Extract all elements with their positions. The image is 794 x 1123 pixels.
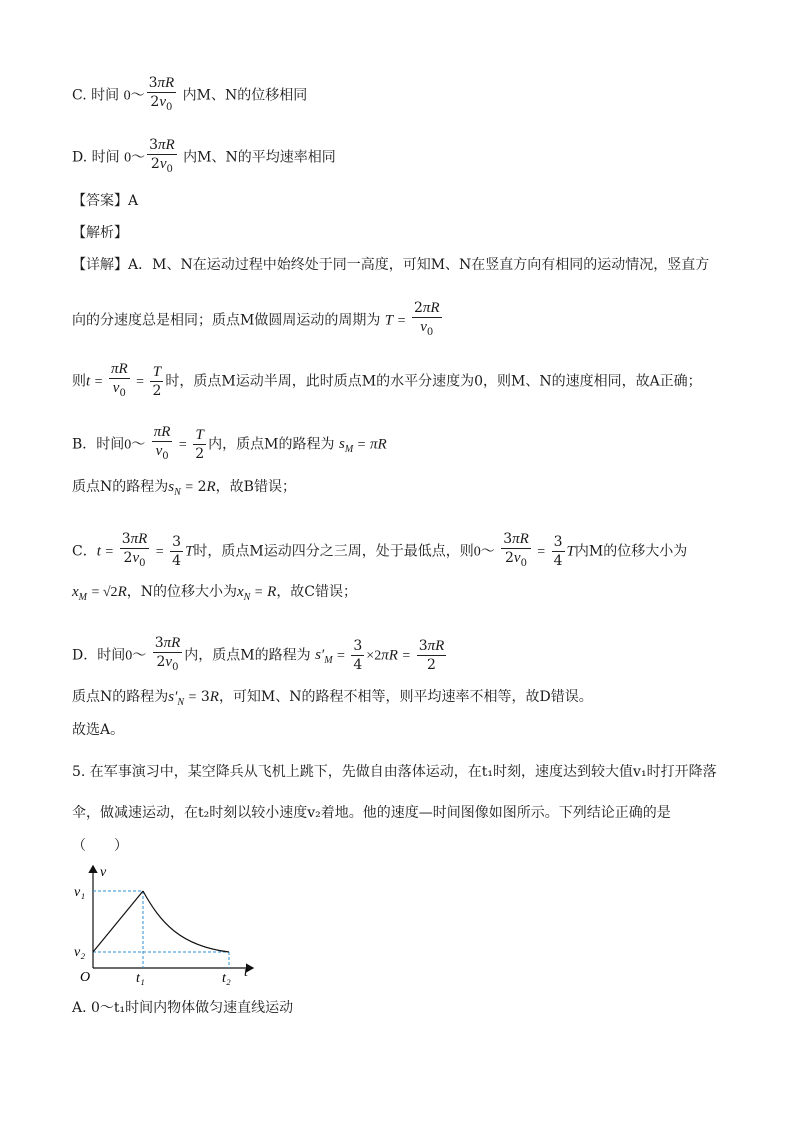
option-d-label: D. 时间 <box>72 149 120 166</box>
v1-label: v₁ <box>74 885 86 900</box>
detail-a-line1: 【详解】A．M、N在运动过程中始终处于同一高度，可知M、N在竖直方向有相同的运动情况，竖直方 <box>72 257 710 273</box>
detail-c-line1: C．t = $\frac{3\pi R}{2v_0}$ = $\frac{3}{4}$ T时，质点M运动四分之三周，处于最低点，则0～ $\frac{3\pi R}{2v_0}$ = $\frac{3}{4}$ T内M的位移大小为 <box>72 530 687 573</box>
fraction: $\frac{\pi R}{v_0}$ <box>110 361 128 399</box>
fraction: $\frac{3\pi R}{2v_0}$ <box>149 137 175 175</box>
detail-b-line2: 质点N的路程为$s_N = 2R$，故B错误； <box>72 479 296 498</box>
option-c-text: 内M、N的位移相同 <box>182 87 308 104</box>
fraction: $\frac{3}{4}$ <box>172 533 182 569</box>
detail-d-line2: 质点N的路程为$s'_N = 3R$，可知M、N的路程不相等，则平均速率不相等，故D错误。 <box>72 689 593 708</box>
fraction: $\frac{2\pi R}{v_0}$ <box>413 300 440 338</box>
option-c: C. 时间 0～ $\frac{3\pi R}{2v_0}$ 内M、N的位移相同 <box>72 74 307 117</box>
detail-d-line1: D．时间0～ $\frac{3\pi R}{2v_0}$ 内，质点M的路程为 $s'_M$ = $\frac{3}{4}$ ×2πR = $\frac{3\pi R}{2}$ <box>72 634 448 677</box>
fraction: $\frac{T}{2}$ <box>195 426 205 462</box>
velocity-time-graph <box>70 860 270 985</box>
option-d-text: 内M、N的平均速率相同 <box>183 149 336 166</box>
answer-tag: 【答案】 <box>72 193 128 209</box>
fraction: $\frac{3\pi R}{2}$ <box>418 637 445 673</box>
question5-bracket: （ ） <box>72 838 128 854</box>
detail-tag: 【详解】 <box>72 257 128 273</box>
origin-label: O <box>80 970 91 985</box>
fraction: $\frac{3\pi R}{2v_0}$ <box>121 531 148 569</box>
fraction: $\frac{T}{2}$ <box>152 363 162 399</box>
detail-c-line2: $x_M = √2R$，N的位移大小为$x_N = R$，故C错误； <box>72 584 358 603</box>
deceleration-curve <box>143 891 229 952</box>
question5-option-a: A. 0～t₁时间内物体做匀速直线运动 <box>72 1000 294 1016</box>
t-axis-label: t <box>244 965 248 980</box>
answer-value: A <box>128 193 139 209</box>
detail-b-line1: B．时间0～ $\frac{\pi R}{v_0}$ = $\frac{T}{2}$ 内，质点M的路程为 $s_M = \pi R$ <box>72 423 387 466</box>
fraction: $\frac{\pi R}{v_0}$ <box>153 424 171 462</box>
choose-line: 故选A。 <box>72 722 125 738</box>
fraction: $\frac{3\pi R}{2v_0}$ <box>154 635 181 673</box>
fraction: $\frac{3\pi R}{2v_0}$ <box>503 531 529 569</box>
fraction: $\frac{3}{4}$ <box>353 637 363 673</box>
v2-label: v₂ <box>74 945 86 960</box>
answer-line <box>72 191 138 211</box>
detail-a-line3: 则t = $\frac{\pi R}{v_0}$ = $\frac{T}{2}$ 时，质点M运动半周，此时质点M的水平分速度为0，则M、N的速度相同，故A正确； <box>72 360 702 403</box>
question5-line1: 5. 在军事演习中，某空降兵从飞机上跳下，先做自由落体运动，在t₁时刻，速度达到较大值v₁时打开降落 <box>72 764 717 780</box>
option-d: D. 时间 0～ $\frac{3\pi R}{2v_0}$ 内M、N的平均速率相同 <box>72 136 336 179</box>
t1-label: t₁ <box>136 971 145 985</box>
fraction: $\frac{3\pi R}{2v_0}$ <box>148 75 175 113</box>
question5-line2: 伞，做减速运动，在t₂时刻以较小速度v₂着地。他的速度—时间图像如图所示。下列结论正确的是 <box>72 805 671 821</box>
acceleration-segment <box>93 891 143 952</box>
fraction: $\frac{3}{4}$ <box>553 533 563 569</box>
option-c-label: C. 时间 <box>72 87 120 104</box>
analysis-tag: 【解析】 <box>72 225 128 241</box>
v-axis-label: v <box>100 865 107 880</box>
detail-a-line2: 向的分速度总是相同；质点M做圆周运动的周期为 T = $\frac{2\pi R}{v_0}$ <box>72 299 444 342</box>
t2-label: t₂ <box>222 971 231 985</box>
